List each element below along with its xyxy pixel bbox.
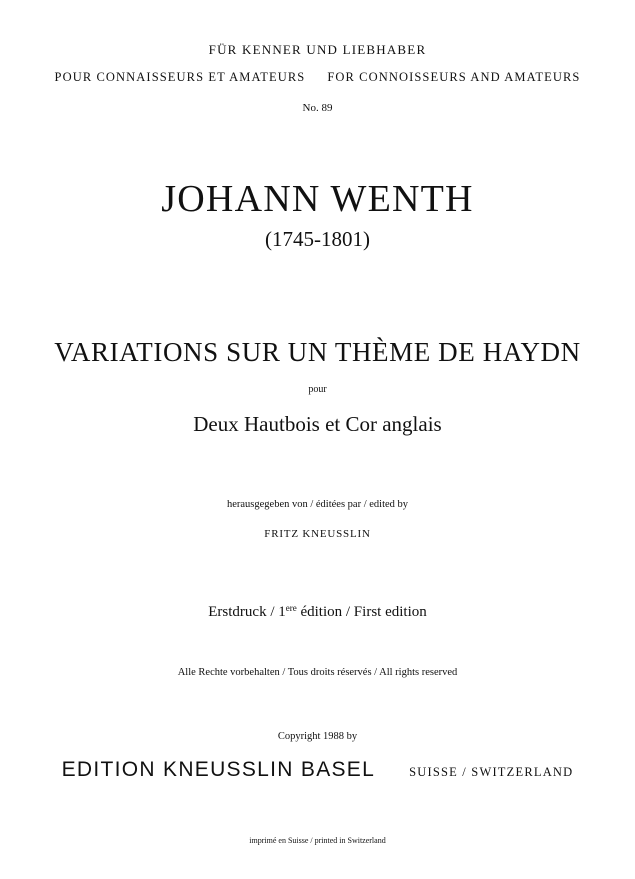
- publisher-country: SUISSE / SWITZERLAND: [409, 765, 574, 779]
- work-title: VARIATIONS SUR UN THÈME DE HAYDN: [54, 337, 581, 367]
- series-number: No. 89: [302, 102, 333, 114]
- series-title-french: POUR CONNAISSEURS ET AMATEURS: [54, 70, 306, 84]
- copyright-notice: Copyright 1988 by: [277, 731, 358, 742]
- first-edition-line: [0, 604, 635, 620]
- editor-name: FRITZ KNEUSSLIN: [264, 528, 371, 540]
- first-edition-superscript: ere: [285, 603, 297, 613]
- composer-name: JOHANN WENTH: [161, 178, 474, 220]
- rights-notice: Alle Rechte vorbehalten / Tous droits réservés / All rights reserved: [177, 667, 458, 678]
- publisher-name: EDITION KNEUSSLIN BASEL: [61, 758, 376, 781]
- work-instrumentation: Deux Hautbois et Cor anglais: [193, 412, 442, 436]
- printed-in-notice: imprimé en Suisse / printed in Switzerland: [249, 836, 386, 845]
- composer-dates: (1745-1801): [265, 227, 370, 251]
- work-pour: pour: [308, 384, 327, 395]
- first-edition-after: édition / First edition: [296, 604, 427, 620]
- edited-by-label: herausgegeben von / éditées par / edited by: [226, 499, 409, 510]
- series-title-row: [0, 71, 635, 84]
- series-title-english: FOR CONNOISSEURS AND AMATEURS: [327, 70, 581, 84]
- series-title-german: FÜR KENNER UND LIEBHABER: [208, 42, 427, 57]
- first-edition-before: Erstdruck / 1: [208, 604, 286, 620]
- publisher-row: [0, 758, 635, 782]
